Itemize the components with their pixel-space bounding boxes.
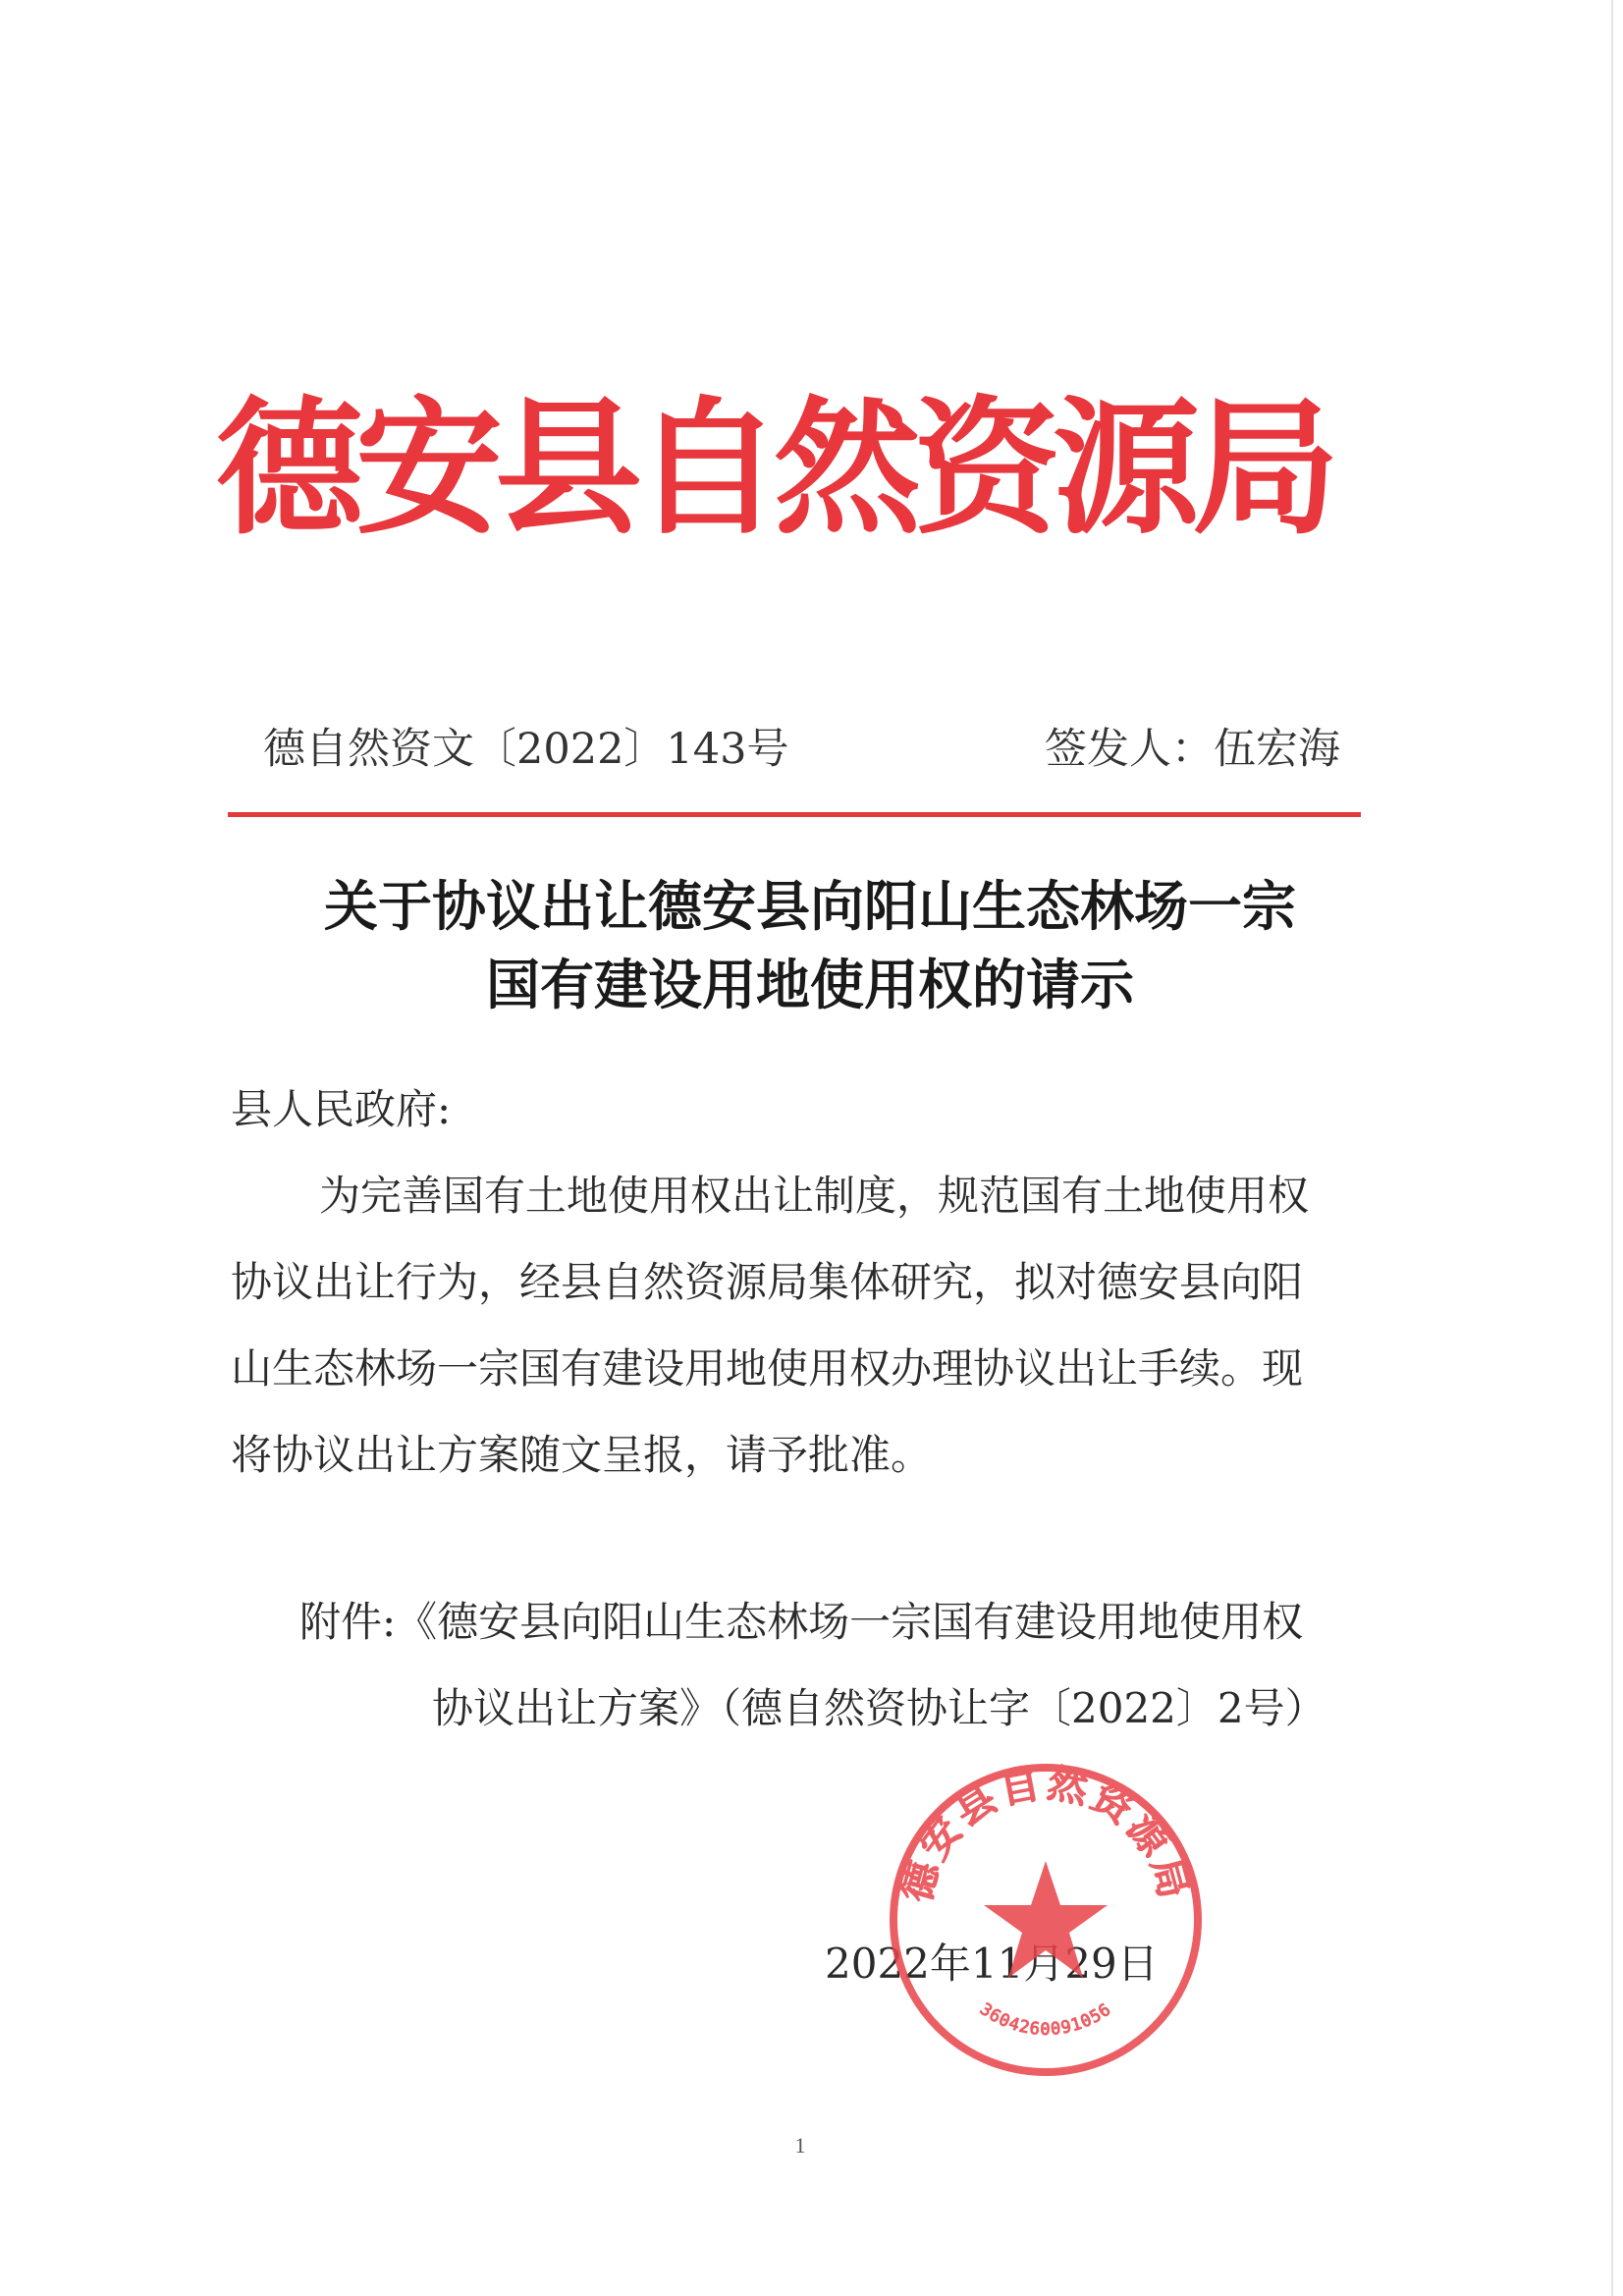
signer-label: 签发人： (1045, 725, 1214, 774)
addressee: 县人民政府: (231, 1085, 452, 1133)
scan-edge-line (1611, 0, 1613, 2296)
svg-text:德安县自然资源局: 德安县自然资源局 (893, 1760, 1199, 1907)
attachment-line-1: 附件:《德安县向阳山生态林场一宗国有建设用地使用权 (299, 1598, 1304, 1646)
page-number: 1 (794, 2133, 806, 2158)
body-paragraph-line: 将协议出让方案随文呈报，请予批准。 (231, 1431, 933, 1479)
official-seal-stamp (884, 1758, 1208, 2082)
document-number: 德自然资文〔2022〕143号 (263, 725, 789, 774)
document-date: 2022年11月29日 (825, 1940, 1159, 1988)
document-title-line-1: 关于协议出让德安县向阳山生态林场一宗 (323, 875, 1296, 938)
letterhead-org-name: 德安县自然资源局 (216, 382, 1332, 555)
attachment-line-2: 协议出让方案》（德自然资协让字〔2022〕2号） (432, 1684, 1326, 1732)
body-paragraph-line: 山生态林场一宗国有建设用地使用权办理协议出让手续。现 (231, 1344, 1304, 1393)
body-paragraph-line: 协议出让行为，经县自然资源局集体研究，拟对德安县向阳 (231, 1258, 1304, 1306)
signer-name: 伍宏海 (1214, 725, 1340, 774)
document-title-line-2: 国有建设用地使用权的请示 (485, 954, 1134, 1016)
body-paragraph-line: 为完善国有土地使用权出让制度，规范国有土地使用权 (319, 1172, 1310, 1220)
signer (1045, 722, 1340, 777)
letterhead-red-rule (228, 812, 1361, 817)
svg-text:3604260091056: 3604260091056 (976, 1999, 1115, 2040)
